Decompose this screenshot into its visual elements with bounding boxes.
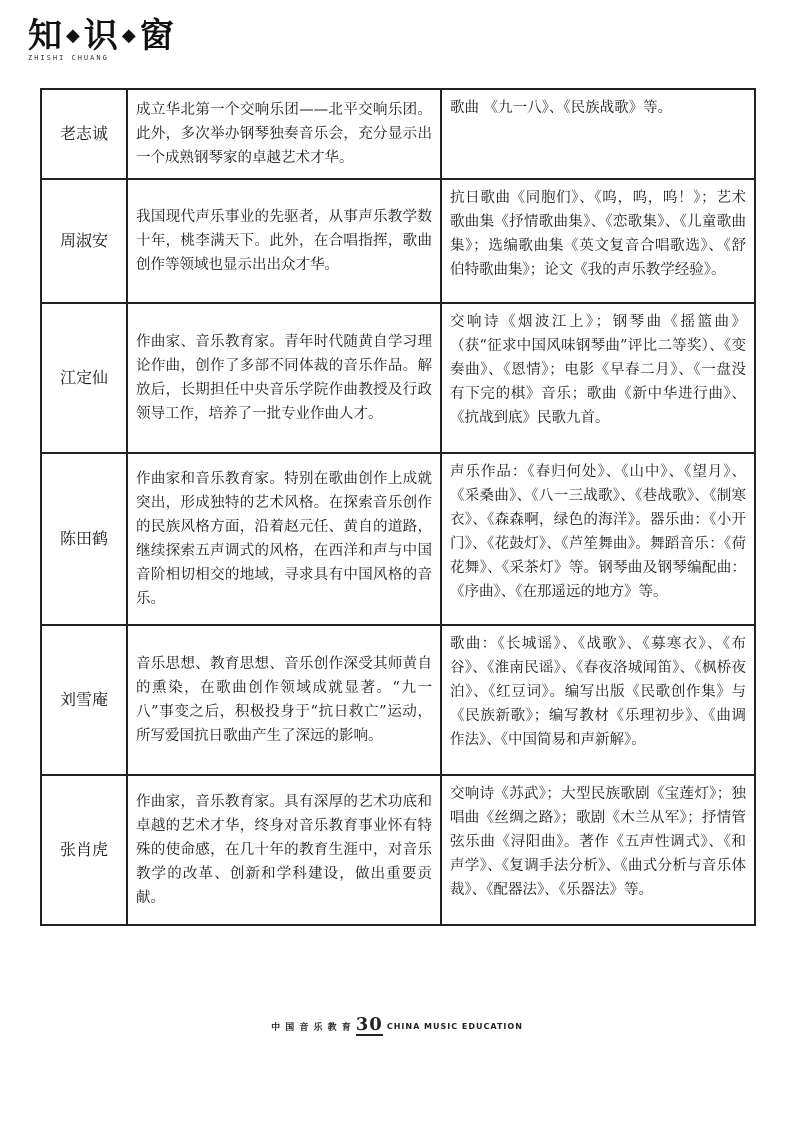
musician-works: 声乐作品：《春归何处》、《山中》、《望月》、《采桑曲》、《八一三战歌》、《巷战歌》、《制寒衣》、《森森啊，绿色的海洋》。器乐曲：《小开门》、《花鼓灯》、《芦笙舞曲》。舞蹈音乐：《荷花舞》、《采茶灯》等。钢琴曲及钢琴编配曲：《序曲》、《在那遥远的地方》等。 bbox=[441, 453, 755, 625]
table-row bbox=[41, 89, 755, 179]
musician-works: 抗日歌曲《同胞们》、《呜，呜，呜！》；艺术歌曲集《抒情歌曲集》、《恋歌集》、《儿童歌曲集》；选编歌曲集《英文复音合唱歌选》、《舒伯特歌曲集》；论文《我的声乐教学经验》。 bbox=[441, 179, 755, 303]
journal-name: 中 国 音 乐 教 育 bbox=[271, 1022, 352, 1033]
musician-works: 歌曲 《九一八》、《民族战歌》等。 bbox=[441, 89, 755, 179]
musician-bio: 音乐思想、教育思想、音乐创作深受其师黄自的熏染，在歌曲创作领域成就显著。“九一八”事变之后，积极投身于“抗日救亡”运动，所写爱国抗日歌曲产生了深远的影响。 bbox=[127, 625, 441, 775]
musician-name: 周淑安 bbox=[41, 179, 127, 303]
section-subtitle: ZHISHI CHUANG bbox=[28, 54, 109, 62]
musician-name: 刘雪庵 bbox=[41, 625, 127, 775]
musician-works: 歌曲：《长城谣》、《战歌》、《募寒衣》、《布谷》、《淮南民谣》、《春夜洛城闻笛》、《枫桥夜泊》、《红豆词》。编写出版《民歌创作集》与《民族新歌》；编写教材《乐理初步》、《曲调作法》、《中国简易和声新解》。 bbox=[441, 625, 755, 775]
table-row bbox=[41, 453, 755, 625]
table-row bbox=[41, 775, 755, 925]
musician-bio: 作曲家、音乐教育家。青年时代随黄自学习理论作曲，创作了多部不同体裁的音乐作品。解放后，长期担任中央音乐学院作曲教授及行政领导工作，培养了一批专业作曲人才。 bbox=[127, 303, 441, 453]
diamond-icon: ◆ bbox=[66, 25, 82, 46]
title-char: 知 bbox=[28, 16, 64, 56]
section-header bbox=[28, 18, 176, 62]
musician-name: 江定仙 bbox=[41, 303, 127, 453]
musician-bio: 作曲家和音乐教育家。特别在歌曲创作上成就突出，形成独特的艺术风格。在探索音乐创作的民族风格方面，沿着赵元任、黄自的道路，继续探索五声调式的风格，在西洋和声与中国音阶相切相交的地域，寻求具有中国风格的音乐。 bbox=[127, 453, 441, 625]
page-footer bbox=[0, 1016, 794, 1036]
musician-works: 交响诗《烟波江上》；钢琴曲《摇篮曲》（获“征求中国风味钢琴曲”评比二等奖）、《变奏曲》、《恩情》；电影《早春二月》、《一盘没有下完的棋》音乐；歌曲《新中华进行曲》、《抗战到底》民歌九首。 bbox=[441, 303, 755, 453]
diamond-icon: ◆ bbox=[121, 25, 138, 46]
page-number: 30 bbox=[355, 1014, 383, 1035]
journal-name-english: CHINA MUSIC EDUCATION bbox=[386, 1021, 523, 1031]
title-char: 窗 bbox=[139, 16, 176, 56]
musician-bio: 作曲家，音乐教育家。具有深厚的艺术功底和卓越的艺术才华，终身对音乐教育事业怀有特殊的使命感，在几十年的教育生涯中，对音乐教学的改革、创新和学科建设，做出重要贡献。 bbox=[127, 775, 441, 925]
musician-name: 陈田鹤 bbox=[41, 453, 127, 625]
table-row bbox=[41, 179, 755, 303]
musicians-table bbox=[40, 88, 756, 926]
section-title bbox=[28, 18, 176, 54]
musician-works: 交响诗《苏武》；大型民族歌剧《宝莲灯》；独唱曲《丝绸之路》；歌剧《木兰从军》；抒情管弦乐曲《浔阳曲》。著作《五声性调式》、《和声学》、《复调手法分析》、《曲式分析与音乐体裁》、《配器法》、《乐器法》等。 bbox=[441, 775, 755, 925]
musician-bio: 我国现代声乐事业的先驱者，从事声乐教学数十年，桃李满天下。此外，在合唱指挥，歌曲创作等领域也显示出出众才华。 bbox=[127, 179, 441, 303]
title-char: 识 bbox=[83, 16, 120, 56]
musician-bio: 成立华北第一个交响乐团——北平交响乐团。此外，多次举办钢琴独奏音乐会，充分显示出一个成熟钢琴家的卓越艺术才华。 bbox=[127, 89, 441, 179]
table-row bbox=[41, 303, 755, 453]
table-row bbox=[41, 625, 755, 775]
musician-name: 老志诚 bbox=[41, 89, 127, 179]
musician-name: 张肖虎 bbox=[41, 775, 127, 925]
